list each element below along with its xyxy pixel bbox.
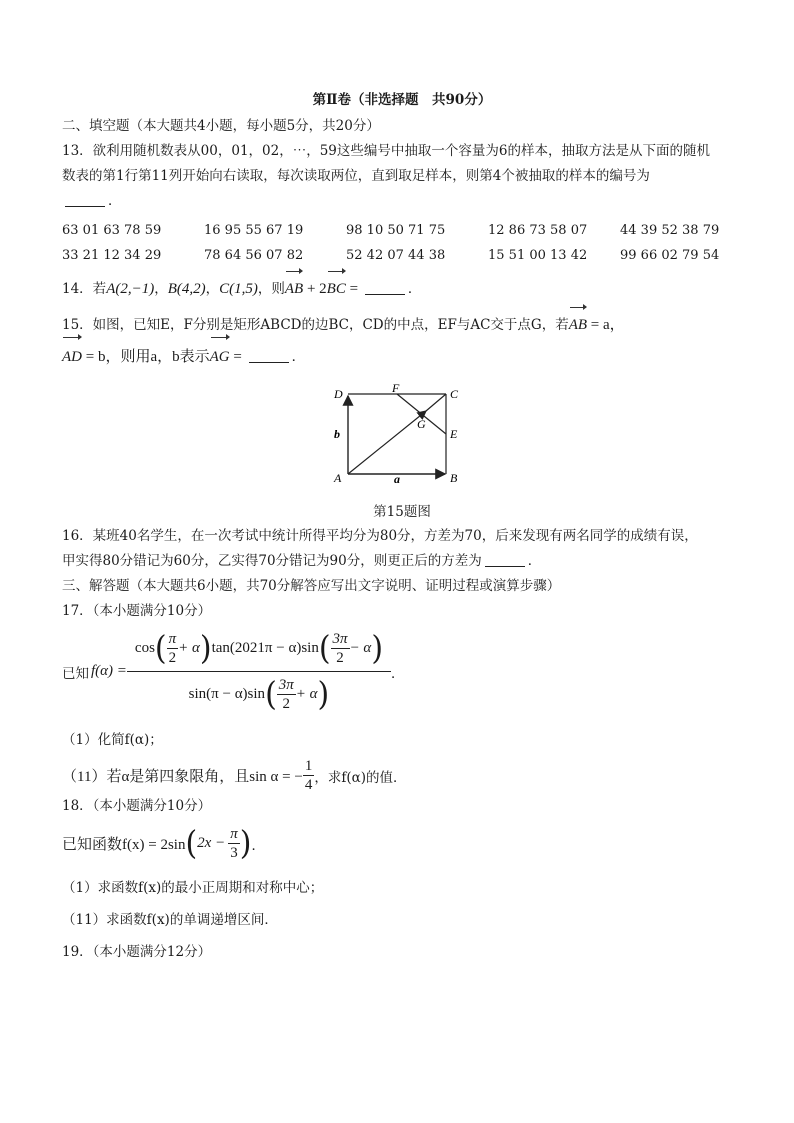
table-cell: 33 21 12 34 29 [62, 248, 162, 263]
question-17 [62, 599, 742, 794]
q19-title: 19．（本小题满分12分） [62, 944, 212, 960]
table-row [62, 243, 719, 268]
q17-part2: （11）若α是第四象限角，且sin α = − $\frac{1}{4}$ ，求f(α)的值． [62, 758, 407, 793]
point-c: C(1,5) [219, 281, 258, 297]
point-b: B(4,2) [167, 281, 206, 297]
table-row [62, 218, 719, 243]
table-cell: 98 10 50 71 75 [346, 223, 446, 238]
q17-title: 17．（本小题满分10分） [62, 603, 212, 619]
vector-bc: BC [327, 274, 346, 304]
label-c: C [450, 387, 459, 401]
solution-heading: 三、解答题（本大题共6小题，共70分解答应写出文字说明、证明过程或演算步骤） [62, 578, 561, 594]
vector-ab: AB [285, 274, 303, 304]
q17-part1: （1）化简f(α)； [62, 732, 163, 748]
q15-answer-blank[interactable] [249, 348, 289, 363]
table-cell: 52 42 07 44 38 [346, 248, 446, 263]
question-13 [62, 139, 742, 268]
label-g: G [417, 417, 426, 431]
label-b-vector: b [334, 427, 340, 441]
q15-line1: 15．如图，已知E，F分别是矩形ABCD的边BC，CD的中点，EF与AC交于点G，若 [62, 317, 569, 333]
section-title: 第Ⅱ卷（非选择题 共90分） [312, 92, 492, 108]
vector-ag-arrow [348, 411, 426, 474]
q14-answer-blank[interactable] [365, 280, 405, 295]
vector-ab: AB [569, 310, 587, 340]
point-a: A(2,−1) [106, 281, 155, 297]
figure-caption: 第15题图 [373, 504, 431, 520]
q18-part2: （11）求函数f(x)的单调递增区间． [62, 912, 278, 928]
label-a-vector: a [394, 472, 400, 484]
q16-answer-blank[interactable] [485, 552, 525, 567]
rectangle-diagram [326, 384, 476, 484]
q17-formula: 已知 f(α) = cos( $\frac{\pi}{2}$ + α)tan(2021π − α)sin( $\frac{3\pi}{2}$ − α) sin(π − α)sin( $\frac{3\pi}{2}$ + α) ． [62, 629, 405, 714]
vector-ag: AG [210, 340, 230, 374]
label-e: E [450, 427, 458, 441]
table-cell: 99 66 02 79 54 [620, 248, 720, 263]
random-number-table [62, 218, 719, 268]
q13-line3: ． [62, 189, 742, 214]
table-cell: 78 64 56 07 82 [204, 248, 304, 263]
q18-part1: （1）求函数f(x)的最小正周期和对称中心； [62, 880, 324, 896]
segment-gc [426, 394, 446, 411]
table-cell: 44 39 52 38 79 [620, 223, 720, 238]
q13-line2: 数表的第1行第11列开始向右读取，每次读取两位，直到取足样本，则第4个被抽取的样本的编号为 [62, 168, 650, 184]
table-cell: 16 95 55 67 19 [204, 223, 304, 238]
question-18 [62, 794, 742, 936]
q18-formula: 已知函数f(x) = 2sin ( 2x − $\frac{\pi}{3}$ ) ． [62, 824, 265, 863]
table-cell: 15 51 00 13 42 [488, 248, 588, 263]
question-16: 16．某班40名学生，在一次考试中统计所得平均分为80分，方差为70，后来发现有两名同学的成绩有误， 甲实得80分错记为60分，乙实得70分错记为90分，则更正后的方差为 ． [62, 524, 742, 574]
q16-line2: 甲实得80分错记为60分，乙实得70分错记为90分，则更正后的方差为 [62, 553, 482, 569]
q13-answer-blank[interactable] [65, 192, 105, 207]
fill-blank-heading: 二、填空题（本大题共4小题，每小题5分，共20分） [62, 118, 380, 134]
label-d: D [334, 387, 343, 401]
label-f: F [392, 384, 400, 395]
table-cell: 12 86 73 58 07 [488, 223, 588, 238]
exam-page [62, 88, 742, 965]
question-14: 14．若A(2,−1)，B(4,2)，C(1,5)，则AB + 2BC = ． [62, 274, 742, 304]
label-a-point: A [334, 471, 342, 484]
question-15: 15．如图，已知E，F分别是矩形ABCD的边BC，CD的中点，EF与AC交于点G，若AB = a， AD = b，则用a，b表示AG = ． D F C G E b A a B 第15题图 [62, 310, 742, 524]
label-b-point: B [450, 471, 458, 484]
q18-title: 18．（本小题满分10分） [62, 798, 212, 814]
q13-line1: 13．欲利用随机数表从00，01，02，⋯，59这些编号中抽取一个容量为6的样本，抽取方法是从下面的随机 [62, 143, 710, 159]
q17-fraction: cos( $\frac{\pi}{2}$ + α)tan(2021π − α)sin( $\frac{3\pi}{2}$ − α) sin(π − α)sin( $\frac{3\pi}{2}$ + α) [127, 628, 391, 715]
table-cell: 63 01 63 78 59 [62, 223, 162, 238]
vector-ad: AD [62, 340, 82, 374]
rectangle-figure [62, 384, 742, 486]
q16-line1: 16．某班40名学生，在一次考试中统计所得平均分为80分，方差为70，后来发现有两名同学的成绩有误， [62, 528, 698, 544]
